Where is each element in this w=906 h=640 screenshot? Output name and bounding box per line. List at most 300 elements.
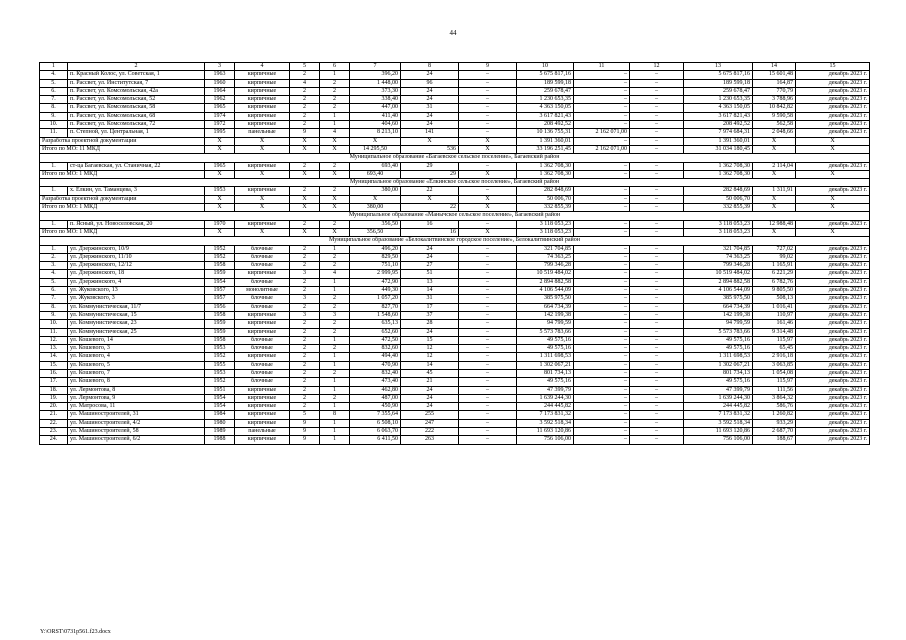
table-cell: 1 362 708,30 [517, 162, 574, 170]
table-cell: – [459, 411, 517, 419]
table-cell: 2 [290, 386, 320, 394]
table-cell: 99,02 [753, 253, 796, 261]
table-cell: 5 573 783,66 [684, 328, 753, 336]
summary-cell: 1 362 708,30 [517, 170, 574, 178]
table-cell: ул. Коммунистическая, 23 [68, 320, 205, 328]
table-cell: кирпичные [235, 112, 290, 120]
summary-cell: Х [205, 145, 235, 153]
table-cell: блочные [235, 336, 290, 344]
summary-cell: 693,40 [350, 170, 401, 178]
table-cell: 2 [320, 394, 350, 402]
table-cell: 1 230 653,35 [684, 96, 753, 104]
table-cell: декабрь 2023 г. [796, 320, 870, 328]
table-cell: 247 [401, 419, 459, 427]
summary-cell: Х [235, 228, 290, 236]
table-cell: декабрь 2023 г. [796, 436, 870, 444]
table-cell: кирпичные [235, 411, 290, 419]
table-cell: 2 [320, 104, 350, 112]
summary-row [40, 195, 870, 203]
table-cell: – [630, 79, 684, 87]
table-cell: блочные [235, 262, 290, 270]
table-cell: 8. [40, 303, 68, 311]
table-cell: 65,45 [753, 345, 796, 353]
table-cell: 24 [401, 121, 459, 129]
table-cell: 255 [401, 411, 459, 419]
table-cell: – [459, 287, 517, 295]
table-cell: 2 894 882,58 [684, 278, 753, 286]
table-cell: 14 [401, 287, 459, 295]
table-cell: 1954 [205, 394, 235, 402]
table-cell: ул. Кошевого, 5 [68, 361, 205, 369]
table-cell: – [630, 253, 684, 261]
summary-cell: – [630, 137, 684, 145]
table-cell: – [630, 112, 684, 120]
table-row [40, 295, 870, 303]
table-cell: 3 118 053,23 [684, 220, 753, 228]
table-cell: 487,00 [350, 394, 401, 402]
table-row [40, 361, 870, 369]
summary-cell: Х [459, 195, 517, 203]
table-cell: кирпичные [235, 121, 290, 129]
table-cell: 16. [40, 369, 68, 377]
table-cell: 385 975,50 [517, 295, 574, 303]
table-cell: 586,76 [753, 403, 796, 411]
table-cell: 189 599,18 [684, 79, 753, 87]
table-row [40, 411, 870, 419]
table-cell: 24 [401, 96, 459, 104]
table-cell: 5 675 817,16 [684, 71, 753, 79]
table-cell: панельные [235, 428, 290, 436]
table-cell: ул. Машиностроителей, 6/2 [68, 436, 205, 444]
table-cell: 115,97 [753, 378, 796, 386]
table-cell: 396,20 [350, 71, 401, 79]
table-cell: 1951 [205, 386, 235, 394]
table-cell: – [630, 187, 684, 195]
table-cell: 94 799,59 [517, 320, 574, 328]
table-cell: 1 260,82 [753, 411, 796, 419]
table-cell: 49 575,16 [517, 378, 574, 386]
table-cell: 356,50 [350, 220, 401, 228]
table-cell: 1. [40, 245, 68, 253]
summary-row [40, 228, 870, 236]
summary-cell: Х [753, 137, 796, 145]
table-cell: 1 311 698,53 [517, 353, 574, 361]
summary-cell: – [630, 170, 684, 178]
summary-row [40, 204, 870, 212]
table-cell: 15. [40, 361, 68, 369]
table-cell: кирпичные [235, 394, 290, 402]
summary-cell: Х [205, 204, 235, 212]
table-cell: кирпичные [235, 79, 290, 87]
summary-cell: 33 196 251,45 [517, 145, 574, 153]
table-cell: 1957 [205, 287, 235, 295]
table-cell: кирпичные [235, 403, 290, 411]
table-cell: 380,00 [350, 187, 401, 195]
summary-cell: – [630, 195, 684, 203]
table-cell: 2 [290, 278, 320, 286]
table-cell: 10 519 484,02 [517, 270, 574, 278]
table-cell: 404,60 [350, 121, 401, 129]
table-cell: п. Рассвет, ул. Комсомольская, 68 [68, 112, 205, 120]
table-cell: 2 [290, 369, 320, 377]
table-cell: 6 411,50 [350, 436, 401, 444]
table-cell: 338,40 [350, 96, 401, 104]
section-header-row [40, 237, 870, 245]
table-cell: 2 [290, 104, 320, 112]
summary-cell: 332 855,39 [517, 204, 574, 212]
table-cell: 6. [40, 87, 68, 95]
table-cell: кирпичные [235, 386, 290, 394]
table-cell: декабрь 2023 г. [796, 104, 870, 112]
table-cell: 2 999,95 [350, 270, 401, 278]
table-cell: 7 173 831,32 [517, 411, 574, 419]
table-cell: ул. Кошевого, 8 [68, 378, 205, 386]
summary-cell: Х [205, 137, 235, 145]
table-cell: 2 [290, 96, 320, 104]
table-cell: 9 590,58 [753, 112, 796, 120]
table-cell: ул. Кошевого, 7 [68, 369, 205, 377]
table-cell: 2 [290, 403, 320, 411]
table-cell: 8 [320, 411, 350, 419]
section-header-row [40, 179, 870, 187]
table-cell: – [630, 121, 684, 129]
table-cell: 45 [401, 369, 459, 377]
table-cell: 1 302 067,21 [684, 361, 753, 369]
table-cell: – [459, 245, 517, 253]
table-cell: декабрь 2023 г. [796, 278, 870, 286]
table-cell: – [630, 270, 684, 278]
table-cell: 1959 [205, 328, 235, 336]
table-cell: – [630, 436, 684, 444]
table-cell: 24 [401, 71, 459, 79]
table-cell: 7 173 831,32 [684, 411, 753, 419]
summary-cell: 1 391 360,01 [684, 137, 753, 145]
table-cell: 14 [401, 361, 459, 369]
table-cell: 756 106,00 [684, 436, 753, 444]
table-cell: 1 230 653,35 [517, 96, 574, 104]
table-cell: 2 [290, 121, 320, 129]
table-cell: 1953 [205, 345, 235, 353]
table-cell: 9 314,48 [753, 328, 796, 336]
table-cell: – [459, 303, 517, 311]
table-cell: – [459, 253, 517, 261]
summary-cell: Х [235, 204, 290, 212]
table-cell: 24 [401, 394, 459, 402]
table-cell: кирпичные [235, 436, 290, 444]
table-cell: 1. [40, 220, 68, 228]
table-cell: 31 [401, 104, 459, 112]
table-cell: 2 [320, 262, 350, 270]
table-cell: декабрь 2023 г. [796, 394, 870, 402]
table-cell: – [630, 386, 684, 394]
table-cell: – [459, 328, 517, 336]
table-cell: 2 [290, 336, 320, 344]
table-cell: – [630, 71, 684, 79]
summary-cell: Х [401, 137, 459, 145]
table-cell: – [459, 220, 517, 228]
table-row [40, 96, 870, 104]
table-cell: 13. [40, 345, 68, 353]
table-cell: 1970 [205, 220, 235, 228]
table-cell: – [630, 345, 684, 353]
table-row [40, 262, 870, 270]
table-cell: 8. [40, 104, 68, 112]
table-cell: 189 599,18 [517, 79, 574, 87]
summary-cell: 31 034 180,45 [684, 145, 753, 153]
table-cell: 693,40 [350, 162, 401, 170]
table-cell: ул. Лермонтова, 9 [68, 394, 205, 402]
table-cell: – [630, 336, 684, 344]
table-cell: 801 734,13 [517, 369, 574, 377]
table-cell: – [574, 419, 630, 427]
table-cell: 37 [401, 311, 459, 319]
summary-row [40, 137, 870, 145]
table-cell: блочные [235, 278, 290, 286]
table-cell: 827,70 [350, 303, 401, 311]
table-cell: 1 [320, 436, 350, 444]
table-cell: блочные [235, 369, 290, 377]
table-cell: 2 [290, 162, 320, 170]
table-cell: – [459, 311, 517, 319]
table-cell: 1 016,41 [753, 303, 796, 311]
summary-cell: Х [205, 195, 235, 203]
table-cell: 51 [401, 270, 459, 278]
table-cell: декабрь 2023 г. [796, 378, 870, 386]
table-cell: 24 [401, 328, 459, 336]
table-cell: блочные [235, 345, 290, 353]
table-cell: 6 782,76 [753, 278, 796, 286]
summary-cell: Х [290, 170, 320, 178]
table-cell: 111,56 [753, 386, 796, 394]
table-cell: – [459, 320, 517, 328]
table-cell: – [630, 353, 684, 361]
table-cell: – [459, 378, 517, 386]
table-cell: 2 [320, 369, 350, 377]
summary-cell: Х [235, 170, 290, 178]
table-cell: 4 [320, 129, 350, 137]
table-cell: блочные [235, 303, 290, 311]
table-cell: – [459, 419, 517, 427]
table-cell: 1. [40, 187, 68, 195]
table-cell: 751,10 [350, 262, 401, 270]
table-cell: 1959 [205, 320, 235, 328]
table-cell: 1963 [205, 71, 235, 79]
table-cell: ул. Машиностроителей, 4/2 [68, 419, 205, 427]
table-cell: 1 [320, 71, 350, 79]
table-cell: блочные [235, 245, 290, 253]
table-cell: 1 [320, 287, 350, 295]
table-cell: 4. [40, 71, 68, 79]
summary-row [40, 170, 870, 178]
column-number-cell: 13 [684, 63, 753, 71]
table-cell: 2 [320, 303, 350, 311]
table-cell: кирпичные [235, 270, 290, 278]
summary-label: Разработка проектной документации [40, 137, 205, 145]
summary-cell: Х [753, 204, 796, 212]
table-cell: 799 346,28 [517, 262, 574, 270]
table-cell: 14. [40, 353, 68, 361]
table-cell: ул. Матросова, 11 [68, 403, 205, 411]
table-cell: – [574, 411, 630, 419]
table-row [40, 353, 870, 361]
column-number-cell: 10 [517, 63, 574, 71]
table-cell: – [574, 262, 630, 270]
table-cell: – [630, 104, 684, 112]
table-cell: 2 [290, 253, 320, 261]
table-cell: 3 [290, 270, 320, 278]
table-cell: 6. [40, 287, 68, 295]
table-cell: 4 [320, 270, 350, 278]
table-cell: – [574, 345, 630, 353]
table-cell: 9 [290, 436, 320, 444]
table-cell: – [630, 287, 684, 295]
table-cell: – [459, 345, 517, 353]
table-cell: ул. Лермонтова, 8 [68, 386, 205, 394]
summary-cell: – [630, 204, 684, 212]
summary-cell: – [574, 204, 630, 212]
table-cell: 17 [401, 303, 459, 311]
table-cell: декабрь 2023 г. [796, 295, 870, 303]
table-cell: – [574, 287, 630, 295]
table-cell: – [574, 162, 630, 170]
table-cell: 16 [401, 220, 459, 228]
file-path-footer: Y:\ORST\0731p561.f23.docx [40, 629, 111, 635]
table-cell: 22. [40, 419, 68, 427]
table-cell: 1 [320, 386, 350, 394]
table-row [40, 394, 870, 402]
table-cell: 1 639 244,30 [517, 394, 574, 402]
table-cell: 1 639 244,30 [684, 394, 753, 402]
summary-cell: Х [796, 228, 870, 236]
table-cell: 1 448,00 [350, 79, 401, 87]
summary-row [40, 145, 870, 153]
table-cell: 2 [290, 328, 320, 336]
table-cell: 49 575,16 [684, 345, 753, 353]
table-cell: 6 508,10 [350, 419, 401, 427]
table-cell: 1 [320, 278, 350, 286]
table-cell: 96 [401, 79, 459, 87]
table-cell: декабрь 2023 г. [796, 253, 870, 261]
table-cell: ул. Дзержинского, 18 [68, 270, 205, 278]
summary-cell: Х [205, 228, 235, 236]
table-row [40, 270, 870, 278]
section-header-row [40, 212, 870, 220]
section-title: Муниципальное образование «Елкинское сельское поселение», Багаевский район [40, 179, 870, 187]
table-cell: 1 548,60 [350, 311, 401, 319]
summary-cell: 50 006,70 [684, 195, 753, 203]
summary-cell: Х [459, 145, 517, 153]
table-cell: декабрь 2023 г. [796, 361, 870, 369]
table-cell: 7. [40, 295, 68, 303]
table-row [40, 278, 870, 286]
table-cell: 1 057,20 [350, 295, 401, 303]
table-cell: 3 592 518,34 [684, 419, 753, 427]
table-cell: 3 [290, 295, 320, 303]
table-row [40, 311, 870, 319]
summary-cell: Х [753, 145, 796, 153]
table-row [40, 220, 870, 228]
table-cell: 2 [290, 320, 320, 328]
table-cell: – [630, 403, 684, 411]
table-cell: блочные [235, 378, 290, 386]
table-cell: 472,50 [350, 336, 401, 344]
table-cell: 1 [320, 419, 350, 427]
table-cell: 801 734,13 [684, 369, 753, 377]
table-cell: 756 106,00 [517, 436, 574, 444]
table-cell: 1984 [205, 411, 235, 419]
table-cell: п. Рассвет, ул. Институтская, 7 [68, 79, 205, 87]
table-cell: 664 734,39 [517, 303, 574, 311]
summary-label: Итого по МО: 1 МКД [40, 204, 205, 212]
table-cell: 832,40 [350, 369, 401, 377]
table-cell: 24 [401, 245, 459, 253]
table-cell: 2 [320, 328, 350, 336]
column-number-cell: 8 [401, 63, 459, 71]
table-cell: 2 [290, 303, 320, 311]
table-cell: 7 974 684,31 [684, 129, 753, 137]
table-cell: 3. [40, 262, 68, 270]
table-cell: 4 106 544,09 [517, 287, 574, 295]
table-cell: – [630, 303, 684, 311]
table-cell: 9. [40, 311, 68, 319]
table-cell: п. Степной, ул. Центральная, 1 [68, 129, 205, 137]
table-cell: – [574, 328, 630, 336]
table-cell: 9 805,50 [753, 287, 796, 295]
table-cell: 11. [40, 129, 68, 137]
table-cell: 49 575,16 [684, 378, 753, 386]
table-cell: – [574, 253, 630, 261]
table-cell: – [574, 187, 630, 195]
table-cell: 1952 [205, 253, 235, 261]
table-cell: декабрь 2023 г. [796, 419, 870, 427]
table-cell: 142 199,38 [517, 311, 574, 319]
table-cell: – [574, 295, 630, 303]
table-cell: 161,46 [753, 320, 796, 328]
table-cell: – [574, 245, 630, 253]
section-title: Муниципальное образование «Манычское сельское поселение», Багаевский район [40, 212, 870, 220]
table-cell: 2 [320, 320, 350, 328]
table-cell: 17. [40, 378, 68, 386]
table-cell: – [574, 369, 630, 377]
table-cell: 2 162 071,00 [574, 129, 630, 137]
table-cell: – [574, 353, 630, 361]
table-cell: 115,97 [753, 336, 796, 344]
table-cell: 1953 [205, 187, 235, 195]
section-header-row [40, 154, 870, 162]
table-cell: 12 [401, 353, 459, 361]
table-cell: 11. [40, 328, 68, 336]
summary-cell: Х [753, 195, 796, 203]
table-cell: 508,13 [753, 295, 796, 303]
table-cell: 24 [401, 112, 459, 120]
table-cell: – [574, 378, 630, 386]
table-cell: 13 [401, 278, 459, 286]
table-cell: 94 799,59 [684, 320, 753, 328]
table-cell: 29 [401, 162, 459, 170]
table-cell: кирпичные [235, 353, 290, 361]
table-row [40, 369, 870, 377]
table-row [40, 187, 870, 195]
table-cell: 321 704,85 [517, 245, 574, 253]
table-cell: 2 [290, 361, 320, 369]
table-cell: кирпичные [235, 87, 290, 95]
table-cell: 3 592 518,34 [517, 419, 574, 427]
table-cell: кирпичные [235, 419, 290, 427]
table-cell: 10 519 484,02 [684, 270, 753, 278]
summary-label: Итого по МО: 1 МКД [40, 228, 205, 236]
table-cell: 1965 [205, 104, 235, 112]
table-cell: 2 114,04 [753, 162, 796, 170]
